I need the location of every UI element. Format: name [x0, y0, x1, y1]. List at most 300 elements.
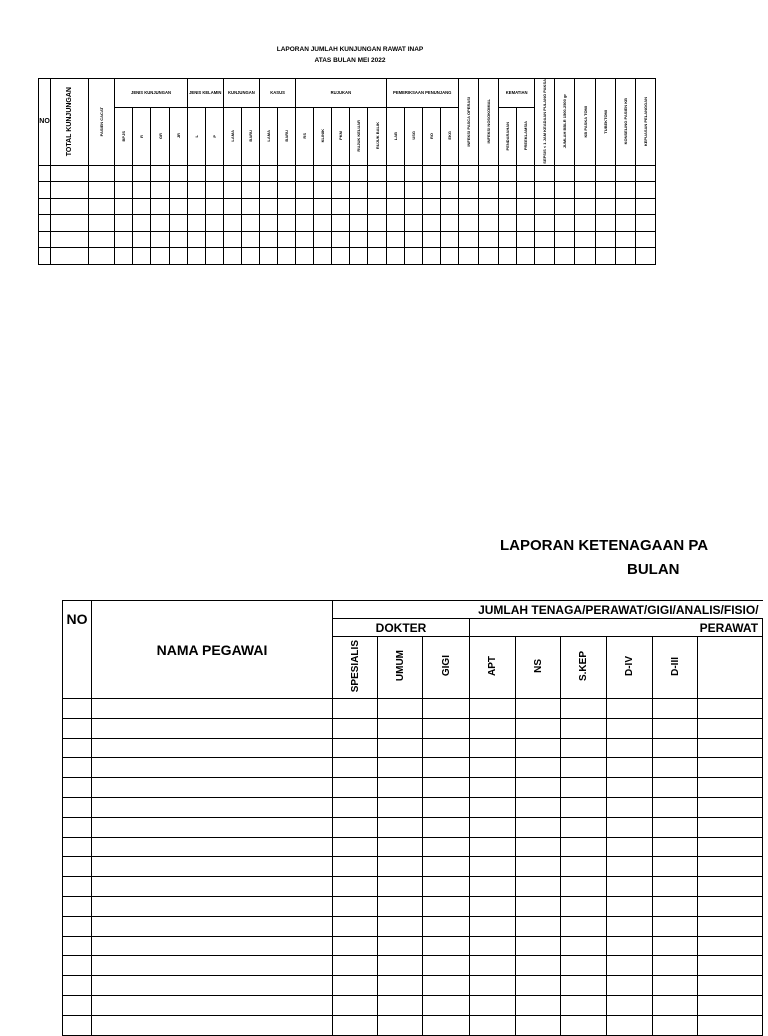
table-cell — [607, 778, 653, 798]
table-cell — [332, 165, 350, 182]
table-cell — [698, 1015, 763, 1035]
report1-period: ATAS BULAN MEI 2022 — [314, 57, 386, 64]
table-cell — [635, 198, 655, 215]
table-cell — [607, 738, 653, 758]
table-cell — [516, 936, 561, 956]
header-jenis-kelamin: JENIS KELAMIN — [187, 79, 223, 108]
table-cell — [635, 182, 655, 199]
table-cell — [241, 231, 259, 248]
table-cell — [458, 231, 478, 248]
table-cell — [423, 738, 470, 758]
table-cell — [241, 215, 259, 232]
staffing-report-section — [0, 520, 759, 1024]
table-cell — [535, 231, 555, 248]
table-cell — [63, 956, 92, 976]
subheader-p: P — [211, 135, 217, 138]
table-cell — [635, 231, 655, 248]
table-cell — [555, 231, 575, 248]
table-cell — [187, 215, 205, 232]
table-cell — [555, 182, 575, 199]
table-row — [63, 778, 763, 798]
table-cell — [133, 182, 151, 199]
header-bblr: JUMLAH BBLR 1500-2500 gr — [562, 94, 568, 149]
table-cell — [333, 995, 378, 1015]
table-cell — [151, 198, 169, 215]
table-cell — [607, 857, 653, 877]
table-cell — [423, 758, 470, 778]
table-cell — [169, 215, 187, 232]
table-cell — [516, 916, 561, 936]
table-cell — [653, 797, 698, 817]
table-row — [63, 837, 763, 857]
table-cell — [517, 198, 535, 215]
table-cell — [516, 837, 561, 857]
table-cell — [260, 182, 278, 199]
table-cell — [333, 956, 378, 976]
table-cell — [63, 738, 92, 758]
table-cell — [115, 165, 133, 182]
table-cell — [133, 248, 151, 265]
table-row — [63, 877, 763, 897]
subheader-umum: UMUM — [394, 650, 406, 682]
table-cell — [698, 837, 763, 857]
table-cell — [423, 995, 470, 1015]
table-cell — [39, 248, 51, 265]
table-cell — [63, 699, 92, 719]
subheader-bpjs: BPJS — [121, 130, 127, 142]
table-cell — [470, 797, 516, 817]
table-cell — [635, 165, 655, 182]
table-cell — [653, 877, 698, 897]
table-cell — [378, 837, 423, 857]
table-cell — [470, 778, 516, 798]
table-cell — [151, 215, 169, 232]
table-row — [39, 215, 656, 232]
table-cell — [615, 248, 635, 265]
table-cell — [470, 758, 516, 778]
header-jumlah-tenaga: JUMLAH TENAGA/PERAWAT/GIGI/ANALIS/FISIO/ — [333, 601, 763, 619]
table-cell — [332, 182, 350, 199]
table-cell — [470, 738, 516, 758]
table-cell — [698, 758, 763, 778]
table-row — [63, 896, 763, 916]
table-row — [63, 699, 763, 719]
table-cell — [92, 976, 333, 996]
table-cell — [333, 837, 378, 857]
table-cell — [561, 718, 607, 738]
table-cell — [378, 797, 423, 817]
table-cell — [223, 248, 241, 265]
table-cell — [278, 198, 296, 215]
table-cell — [92, 877, 333, 897]
table-cell — [386, 182, 404, 199]
table-cell — [350, 182, 368, 199]
header-kepuasan-pelanggan: KEPUASAN PELANGGAN — [642, 96, 648, 146]
table-cell — [386, 198, 404, 215]
table-cell — [517, 215, 535, 232]
table-cell — [223, 198, 241, 215]
report2-month-label: BULAN — [627, 561, 680, 578]
table-cell — [615, 198, 635, 215]
table-cell — [635, 215, 655, 232]
table-cell — [499, 182, 517, 199]
table-cell — [440, 198, 458, 215]
subheader-gigi: GIGI — [440, 655, 452, 677]
table-cell — [404, 215, 422, 232]
table-cell — [89, 165, 115, 182]
header-kb-paska-tomi: KB PASKA TOMI — [582, 105, 588, 138]
table-cell — [615, 182, 635, 199]
table-row — [63, 817, 763, 837]
table-row — [63, 1015, 763, 1035]
subheader-s-kep: S.KEP — [578, 650, 589, 681]
table-cell — [92, 896, 333, 916]
table-cell — [333, 976, 378, 996]
table-cell — [561, 857, 607, 877]
table-cell — [241, 248, 259, 265]
table-cell — [607, 797, 653, 817]
table-cell — [499, 165, 517, 182]
table-cell — [332, 215, 350, 232]
subheader-jr: JR — [175, 133, 181, 139]
header-rujukan: RUJUKAN — [296, 79, 386, 108]
table-cell — [517, 182, 535, 199]
table-cell — [39, 182, 51, 199]
table-cell — [296, 231, 314, 248]
table-cell — [223, 231, 241, 248]
visit-report-table — [38, 78, 656, 265]
table-cell — [698, 699, 763, 719]
table-cell — [205, 215, 223, 232]
table-cell — [479, 215, 499, 232]
table-row — [39, 165, 656, 182]
subheader-rujuk-keluar: RUJUK KELUAR — [356, 120, 362, 152]
table-cell — [607, 758, 653, 778]
table-cell — [92, 817, 333, 837]
table-cell — [653, 956, 698, 976]
subheader-kunjungan-baru: BARU — [247, 130, 253, 142]
table-cell — [595, 231, 615, 248]
table-cell — [561, 896, 607, 916]
table-cell — [698, 956, 763, 976]
table-cell — [378, 995, 423, 1015]
table-cell — [575, 198, 595, 215]
table-cell — [653, 778, 698, 798]
table-cell — [499, 248, 517, 265]
header-tubektomi: TUBEKTOMI — [602, 109, 608, 134]
table-cell — [314, 231, 332, 248]
table-cell — [205, 248, 223, 265]
table-cell — [169, 182, 187, 199]
table-cell — [92, 956, 333, 976]
table-cell — [479, 248, 499, 265]
table-cell — [378, 758, 423, 778]
table-cell — [404, 231, 422, 248]
table-cell — [470, 995, 516, 1015]
table-cell — [422, 182, 440, 199]
table-cell — [595, 182, 615, 199]
table-cell — [92, 778, 333, 798]
table-cell — [378, 817, 423, 837]
table-cell — [332, 231, 350, 248]
table-cell — [115, 198, 133, 215]
table-cell — [39, 198, 51, 215]
table-cell — [653, 699, 698, 719]
table-cell — [223, 165, 241, 182]
table-cell — [350, 215, 368, 232]
table-cell — [92, 699, 333, 719]
table-cell — [561, 837, 607, 857]
table-cell — [516, 896, 561, 916]
table-cell — [607, 718, 653, 738]
table-cell — [575, 215, 595, 232]
table-cell — [386, 165, 404, 182]
table-cell — [653, 1015, 698, 1035]
table-cell — [555, 248, 575, 265]
table-cell — [115, 231, 133, 248]
table-cell — [422, 165, 440, 182]
table-cell — [378, 778, 423, 798]
table-row — [63, 936, 763, 956]
table-cell — [51, 182, 89, 199]
table-cell — [368, 231, 386, 248]
table-cell — [440, 165, 458, 182]
table-cell — [561, 738, 607, 758]
table-cell — [440, 248, 458, 265]
table-cell — [516, 1015, 561, 1035]
table-cell — [133, 215, 151, 232]
table-cell — [386, 231, 404, 248]
header-infeksi-pasca-operasi: INFEKSI PASCA OPERASI — [465, 96, 471, 147]
subheader-usg: USG — [410, 131, 416, 141]
table-row — [63, 956, 763, 976]
table-cell — [516, 699, 561, 719]
table-cell — [187, 165, 205, 182]
table-cell — [653, 837, 698, 857]
table-cell — [333, 1015, 378, 1035]
table-cell — [241, 182, 259, 199]
table-cell — [423, 699, 470, 719]
table-cell — [368, 198, 386, 215]
table-cell — [63, 718, 92, 738]
header-kasus: KASUS — [260, 79, 296, 108]
table-cell — [653, 718, 698, 738]
table-cell — [653, 976, 698, 996]
table-cell — [39, 165, 51, 182]
table-cell — [595, 248, 615, 265]
table-cell — [470, 1015, 516, 1035]
table-cell — [615, 231, 635, 248]
table-cell — [278, 182, 296, 199]
table-cell — [458, 165, 478, 182]
table-cell — [333, 817, 378, 837]
table-cell — [169, 165, 187, 182]
subheader-ro: RO — [428, 132, 434, 139]
table-cell — [561, 797, 607, 817]
table-cell — [133, 165, 151, 182]
table-cell — [423, 797, 470, 817]
table-cell — [151, 231, 169, 248]
table-cell — [422, 198, 440, 215]
table-cell — [386, 215, 404, 232]
table-cell — [698, 976, 763, 996]
table-row — [63, 718, 763, 738]
table-cell — [378, 936, 423, 956]
table-cell — [296, 215, 314, 232]
header-kunjungan: KUNJUNGAN — [223, 79, 259, 108]
table-cell — [51, 231, 89, 248]
table-cell — [92, 837, 333, 857]
table-cell — [92, 995, 333, 1015]
table-cell — [404, 248, 422, 265]
table-cell — [561, 778, 607, 798]
header-pasien-cacat: PASIEN CACAT — [99, 106, 105, 137]
table-cell — [63, 995, 92, 1015]
table-cell — [169, 248, 187, 265]
table-cell — [296, 248, 314, 265]
table-cell — [561, 995, 607, 1015]
table-cell — [333, 778, 378, 798]
subheader-ekg: EKG — [446, 131, 452, 141]
table-cell — [89, 215, 115, 232]
table-cell — [187, 182, 205, 199]
table-cell — [698, 896, 763, 916]
table-cell — [423, 857, 470, 877]
table-cell — [575, 248, 595, 265]
table-cell — [333, 758, 378, 778]
header-jenis-kunjungan: JENIS KUNJUNGAN — [115, 79, 187, 108]
subheader-r: R — [139, 134, 145, 138]
table-cell — [422, 215, 440, 232]
table-cell — [595, 198, 615, 215]
table-cell — [517, 231, 535, 248]
table-cell — [535, 165, 555, 182]
table-cell — [607, 916, 653, 936]
table-cell — [516, 738, 561, 758]
table-cell — [423, 837, 470, 857]
table-row — [63, 738, 763, 758]
table-cell — [378, 916, 423, 936]
header-no: NO — [63, 601, 92, 699]
table-cell — [350, 165, 368, 182]
table-cell — [51, 215, 89, 232]
table-cell — [63, 976, 92, 996]
table-cell — [89, 198, 115, 215]
table-cell — [378, 699, 423, 719]
table-cell — [479, 182, 499, 199]
table-cell — [499, 231, 517, 248]
table-cell — [92, 758, 333, 778]
table-cell — [499, 215, 517, 232]
table-cell — [423, 916, 470, 936]
table-cell — [278, 165, 296, 182]
table-cell — [555, 165, 575, 182]
report2-title: LAPORAN KETENAGAAN PA — [500, 537, 709, 554]
table-cell — [423, 896, 470, 916]
table-cell — [378, 956, 423, 976]
table-cell — [92, 916, 333, 936]
table-cell — [698, 936, 763, 956]
table-cell — [350, 248, 368, 265]
header-kematian: KEMATIAN — [499, 79, 535, 108]
table-cell — [63, 817, 92, 837]
table-cell — [535, 215, 555, 232]
table-cell — [278, 248, 296, 265]
subheader-spesialis: SPESIALIS — [349, 639, 361, 693]
table-cell — [561, 699, 607, 719]
table-row — [63, 857, 763, 877]
table-cell — [422, 248, 440, 265]
table-cell — [698, 778, 763, 798]
subheader-kasus-lama: LAMA — [266, 130, 272, 142]
table-cell — [314, 248, 332, 265]
table-row — [39, 231, 656, 248]
subheader-kasus-baru: BARU — [284, 130, 290, 142]
table-cell — [223, 182, 241, 199]
table-cell — [92, 936, 333, 956]
table-cell — [151, 182, 169, 199]
table-cell — [333, 738, 378, 758]
table-cell — [378, 877, 423, 897]
table-cell — [516, 956, 561, 976]
table-cell — [470, 718, 516, 738]
header-sepsis: SEPSIS < 1 JAM KEADAAN PULANG PAKSA — [542, 79, 548, 164]
table-cell — [635, 248, 655, 265]
table-cell — [458, 182, 478, 199]
table-cell — [187, 248, 205, 265]
table-cell — [423, 956, 470, 976]
table-cell — [187, 231, 205, 248]
table-cell — [404, 198, 422, 215]
table-cell — [378, 976, 423, 996]
table-cell — [63, 877, 92, 897]
table-cell — [333, 896, 378, 916]
subheader-pkm: PKM — [338, 131, 344, 141]
table-cell — [516, 718, 561, 738]
table-cell — [278, 231, 296, 248]
table-cell — [333, 718, 378, 738]
subheader-d-iv: D-IV — [624, 656, 635, 676]
table-cell — [205, 182, 223, 199]
table-cell — [516, 995, 561, 1015]
table-cell — [470, 916, 516, 936]
table-cell — [133, 231, 151, 248]
staffing-report-table — [62, 600, 763, 1036]
table-cell — [607, 896, 653, 916]
table-cell — [333, 857, 378, 877]
table-cell — [333, 916, 378, 936]
table-cell — [516, 758, 561, 778]
subheader-klinik: KLINIK — [320, 129, 326, 143]
table-cell — [350, 198, 368, 215]
table-cell — [458, 248, 478, 265]
table-cell — [423, 718, 470, 738]
table-cell — [479, 165, 499, 182]
table-cell — [440, 231, 458, 248]
table-cell — [458, 215, 478, 232]
table-cell — [260, 198, 278, 215]
table-cell — [698, 718, 763, 738]
table-cell — [561, 916, 607, 936]
table-cell — [368, 165, 386, 182]
table-cell — [151, 165, 169, 182]
table-cell — [423, 976, 470, 996]
header-dokter: DOKTER — [333, 619, 470, 637]
table-cell — [470, 837, 516, 857]
table-cell — [470, 936, 516, 956]
table-cell — [333, 936, 378, 956]
table-cell — [314, 215, 332, 232]
